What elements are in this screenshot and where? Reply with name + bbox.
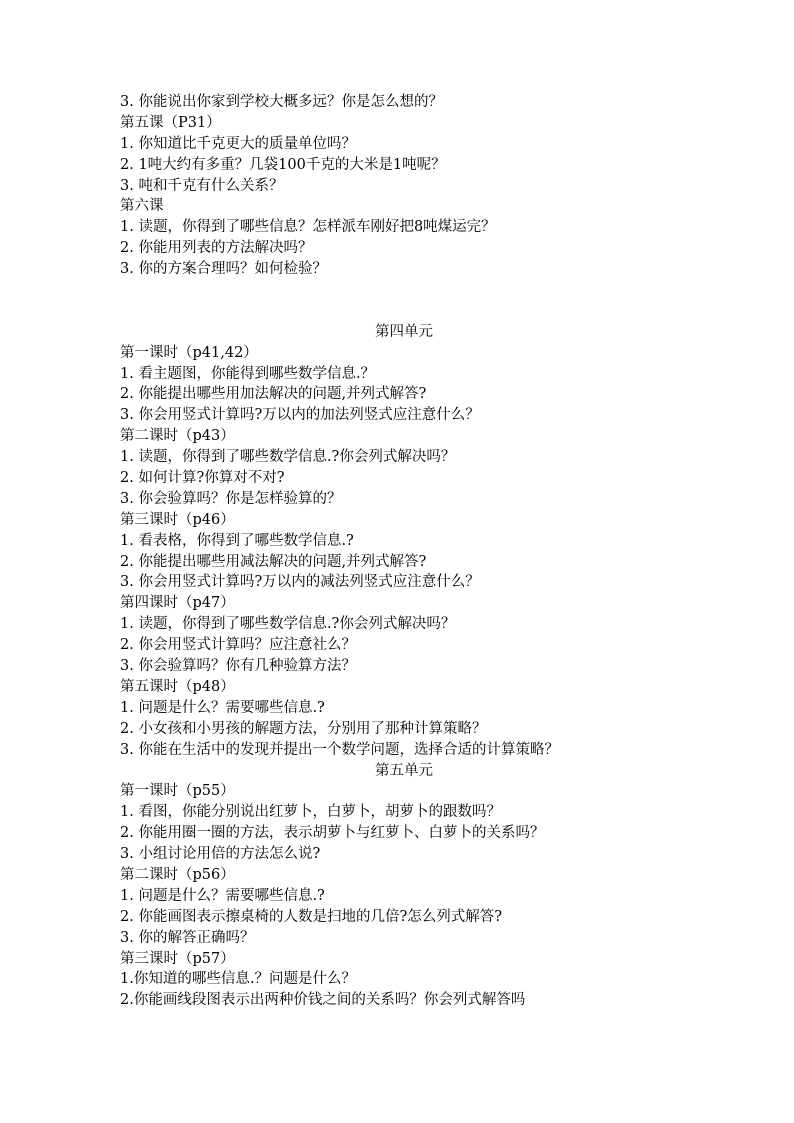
- question-line: 2. 你能提出哪些用加法解决的问题,并列式解答?: [120, 386, 427, 403]
- question-line: 3. 你会用竖式计算吗?万以内的减法列竖式应注意什么？: [120, 574, 480, 591]
- question-line: 2. 你能画图表示擦桌椅的人数是扫地的几倍?怎么列式解答?: [120, 908, 502, 925]
- question-line: 2. 小女孩和小男孩的解题方法，分别用了那种计算策略？: [120, 720, 487, 737]
- question-line: 2. 1吨大约有多重？几袋100千克的大米是1吨呢？: [120, 156, 446, 173]
- question-line: 1. 读题，你得到了哪些信息？怎样派车刚好把8吨煤运完？: [120, 219, 496, 236]
- question-line: 1. 看图，你能分别说出红萝卜，白萝卜，胡萝卜的跟数吗？: [120, 804, 501, 821]
- question-line: 1. 读题，你得到了哪些数学信息.?你会列式解决吗？: [120, 616, 456, 633]
- question-line: 1. 问题是什么？需要哪些信息.?: [120, 699, 325, 716]
- lesson-title: 第二课时（p56）: [120, 866, 235, 883]
- document-body: [120, 92, 680, 1011]
- lesson-title: 第二课时（p43）: [120, 428, 235, 445]
- lesson-title: 第五课时（p48）: [120, 678, 235, 695]
- question-line: 1. 你知道比千克更大的质量单位吗？: [120, 135, 356, 152]
- question-line: 1. 看主题图，你能得到哪些数学信息.？: [120, 365, 376, 382]
- lesson-title: 第五课（P31）: [120, 114, 221, 131]
- question-line: 3. 你会用竖式计算吗?万以内的加法列竖式应注意什么？: [120, 407, 480, 424]
- question-line: 2. 你能用列表的方法解决吗？: [120, 240, 313, 257]
- question-line: 1. 看表格，你得到了哪些数学信息.?: [120, 532, 354, 549]
- question-line: 2. 你能提出哪些用减法解决的问题,并列式解答?: [120, 553, 427, 570]
- question-line: 2. 你能用圈一圈的方法，表示胡萝卜与红萝卜、白萝卜的关系吗？: [120, 825, 545, 842]
- lesson-title: 第一课时（p55）: [120, 783, 235, 800]
- lesson-title: 第一课时（p41,42）: [120, 344, 258, 361]
- question-line: 3. 吨和千克有什么关系？: [120, 177, 284, 194]
- unit-heading: 第四单元: [375, 323, 433, 340]
- question-line: 3. 你会验算吗？你有几种验算方法？: [120, 658, 356, 675]
- blank-line: [120, 280, 680, 301]
- question-line: 3. 你会验算吗？你是怎样验算的？: [120, 490, 342, 507]
- question-line: 1. 读题，你得到了哪些数学信息.?你会列式解决吗？: [120, 449, 456, 466]
- question-line: 2.你能画线段图表示出两种价钱之间的关系吗？你会列式解答吗: [120, 992, 526, 1009]
- lesson-title: 第三课时（p57）: [120, 950, 235, 967]
- lesson-title: 第四课时（p47）: [120, 595, 235, 612]
- question-line: 3. 你的方案合理吗？如何检验？: [120, 261, 327, 278]
- lesson-title: 第三课时（p46）: [120, 511, 235, 528]
- unit-heading: 第五单元: [375, 762, 433, 779]
- question-line: 2. 如何计算?你算对不对?: [120, 470, 285, 487]
- question-line: 3. 你能在生活中的发现并提出一个数学问题，选择合适的计算策略？: [120, 741, 559, 758]
- question-line: 3. 你能说出你家到学校大概多远？你是怎么想的？: [120, 94, 443, 110]
- question-line: 3. 小组讨论用倍的方法怎么说?: [120, 846, 321, 863]
- lesson-title: 第六课: [120, 198, 164, 215]
- question-line: 1. 问题是什么？需要哪些信息.?: [120, 887, 325, 904]
- question-line: 3. 你的解答正确吗？: [120, 929, 255, 946]
- question-line: 2. 你会用竖式计算吗？应注意社么？: [120, 637, 356, 654]
- question-line: 1.你知道的哪些信息.？问题是什么？: [120, 971, 356, 988]
- blank-line: [120, 301, 680, 322]
